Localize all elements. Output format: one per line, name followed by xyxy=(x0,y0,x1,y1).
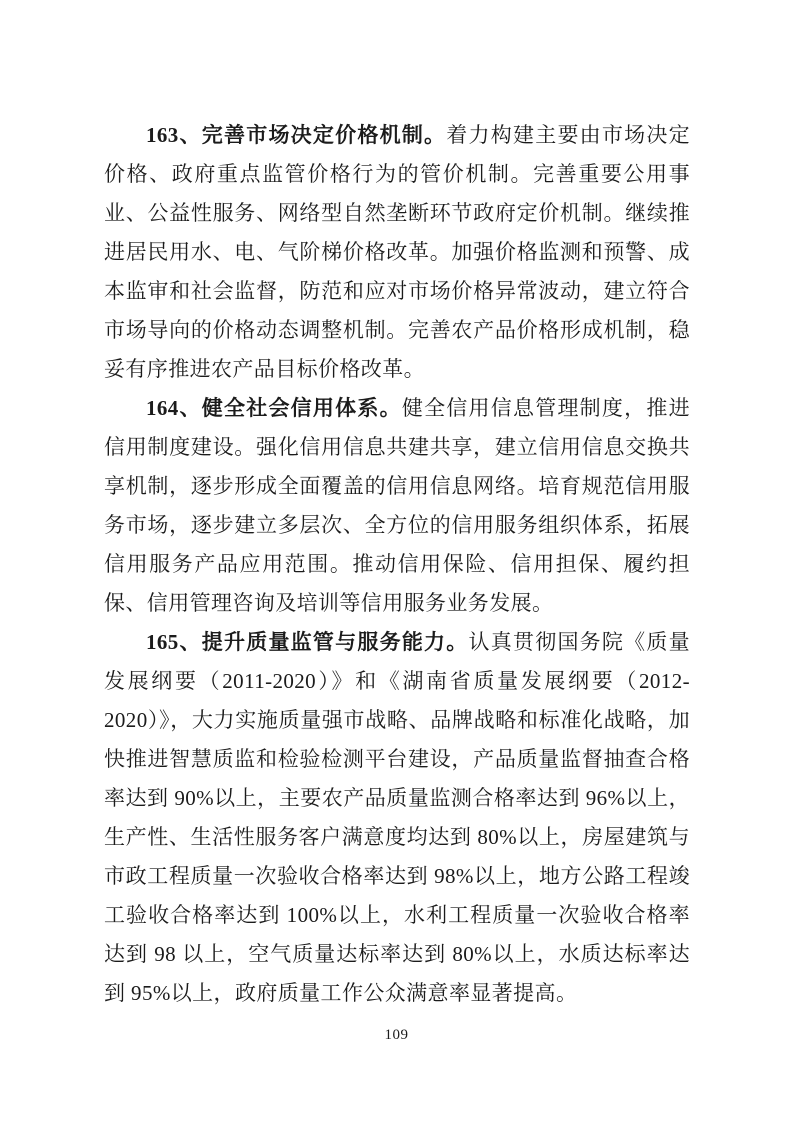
page-number: 109 xyxy=(384,1027,409,1043)
paragraph-163 xyxy=(104,116,690,389)
paragraph-164 xyxy=(104,389,690,623)
paragraph-165 xyxy=(104,623,690,1013)
paragraph-164-body: 健全信用信息管理制度，推进信用制度建设。强化信用信息共建共享，建立信用信息交换共享机制，逐步形成全面覆盖的信用信息网络。培育规范信用服务市场，逐步建立多层次、全方位的信用服务组织体系，拓展信用服务产品应用范围。推动信用保险、信用担保、履约担保、信用管理咨询及培训等信用服务业务发展。 xyxy=(104,396,691,615)
page-footer xyxy=(0,1027,793,1044)
document-body xyxy=(104,116,690,1013)
paragraph-165-body: 认真贯彻国务院《质量发展纲要（2011-2020）》和《湖南省质量发展纲要（2012-2020）》，大力实施质量强市战略、品牌战略和标准化战略，加快推进智慧质监和检验检测平台建设，产品质量监督抽查合格率达到 90%以上，主要农产品质量监测合格率达到 96%以上，生产性、生活性服务客户满意度均达到 80%以上，房屋建筑与市政工程质量一次验收合格率达到 98%以上，地方公路工程竣工验收合格率达到 100%以上，水利工程质量一次验收合格率达到 98 以上，空气质量达标率达到 80%以上，水质达标率达到 95%以上，政府质量工作公众满意率显著提高。 xyxy=(104,630,691,1005)
paragraph-163-title: 163、完善市场决定价格机制。 xyxy=(146,123,447,147)
paragraph-163-body: 着力构建主要由市场决定价格、政府重点监管价格行为的管价机制。完善重要公用事业、公益性服务、网络型自然垄断环节政府定价机制。继续推进居民用水、电、气阶梯价格改革。加强价格监测和预警、成本监审和社会监督，防范和应对市场价格异常波动，建立符合市场导向的价格动态调整机制。完善农产品价格形成机制，稳妥有序推进农产品目标价格改革。 xyxy=(104,123,690,381)
paragraph-165-title: 165、提升质量监管与服务能力。 xyxy=(146,630,469,654)
paragraph-164-title: 164、健全社会信用体系。 xyxy=(146,396,402,420)
